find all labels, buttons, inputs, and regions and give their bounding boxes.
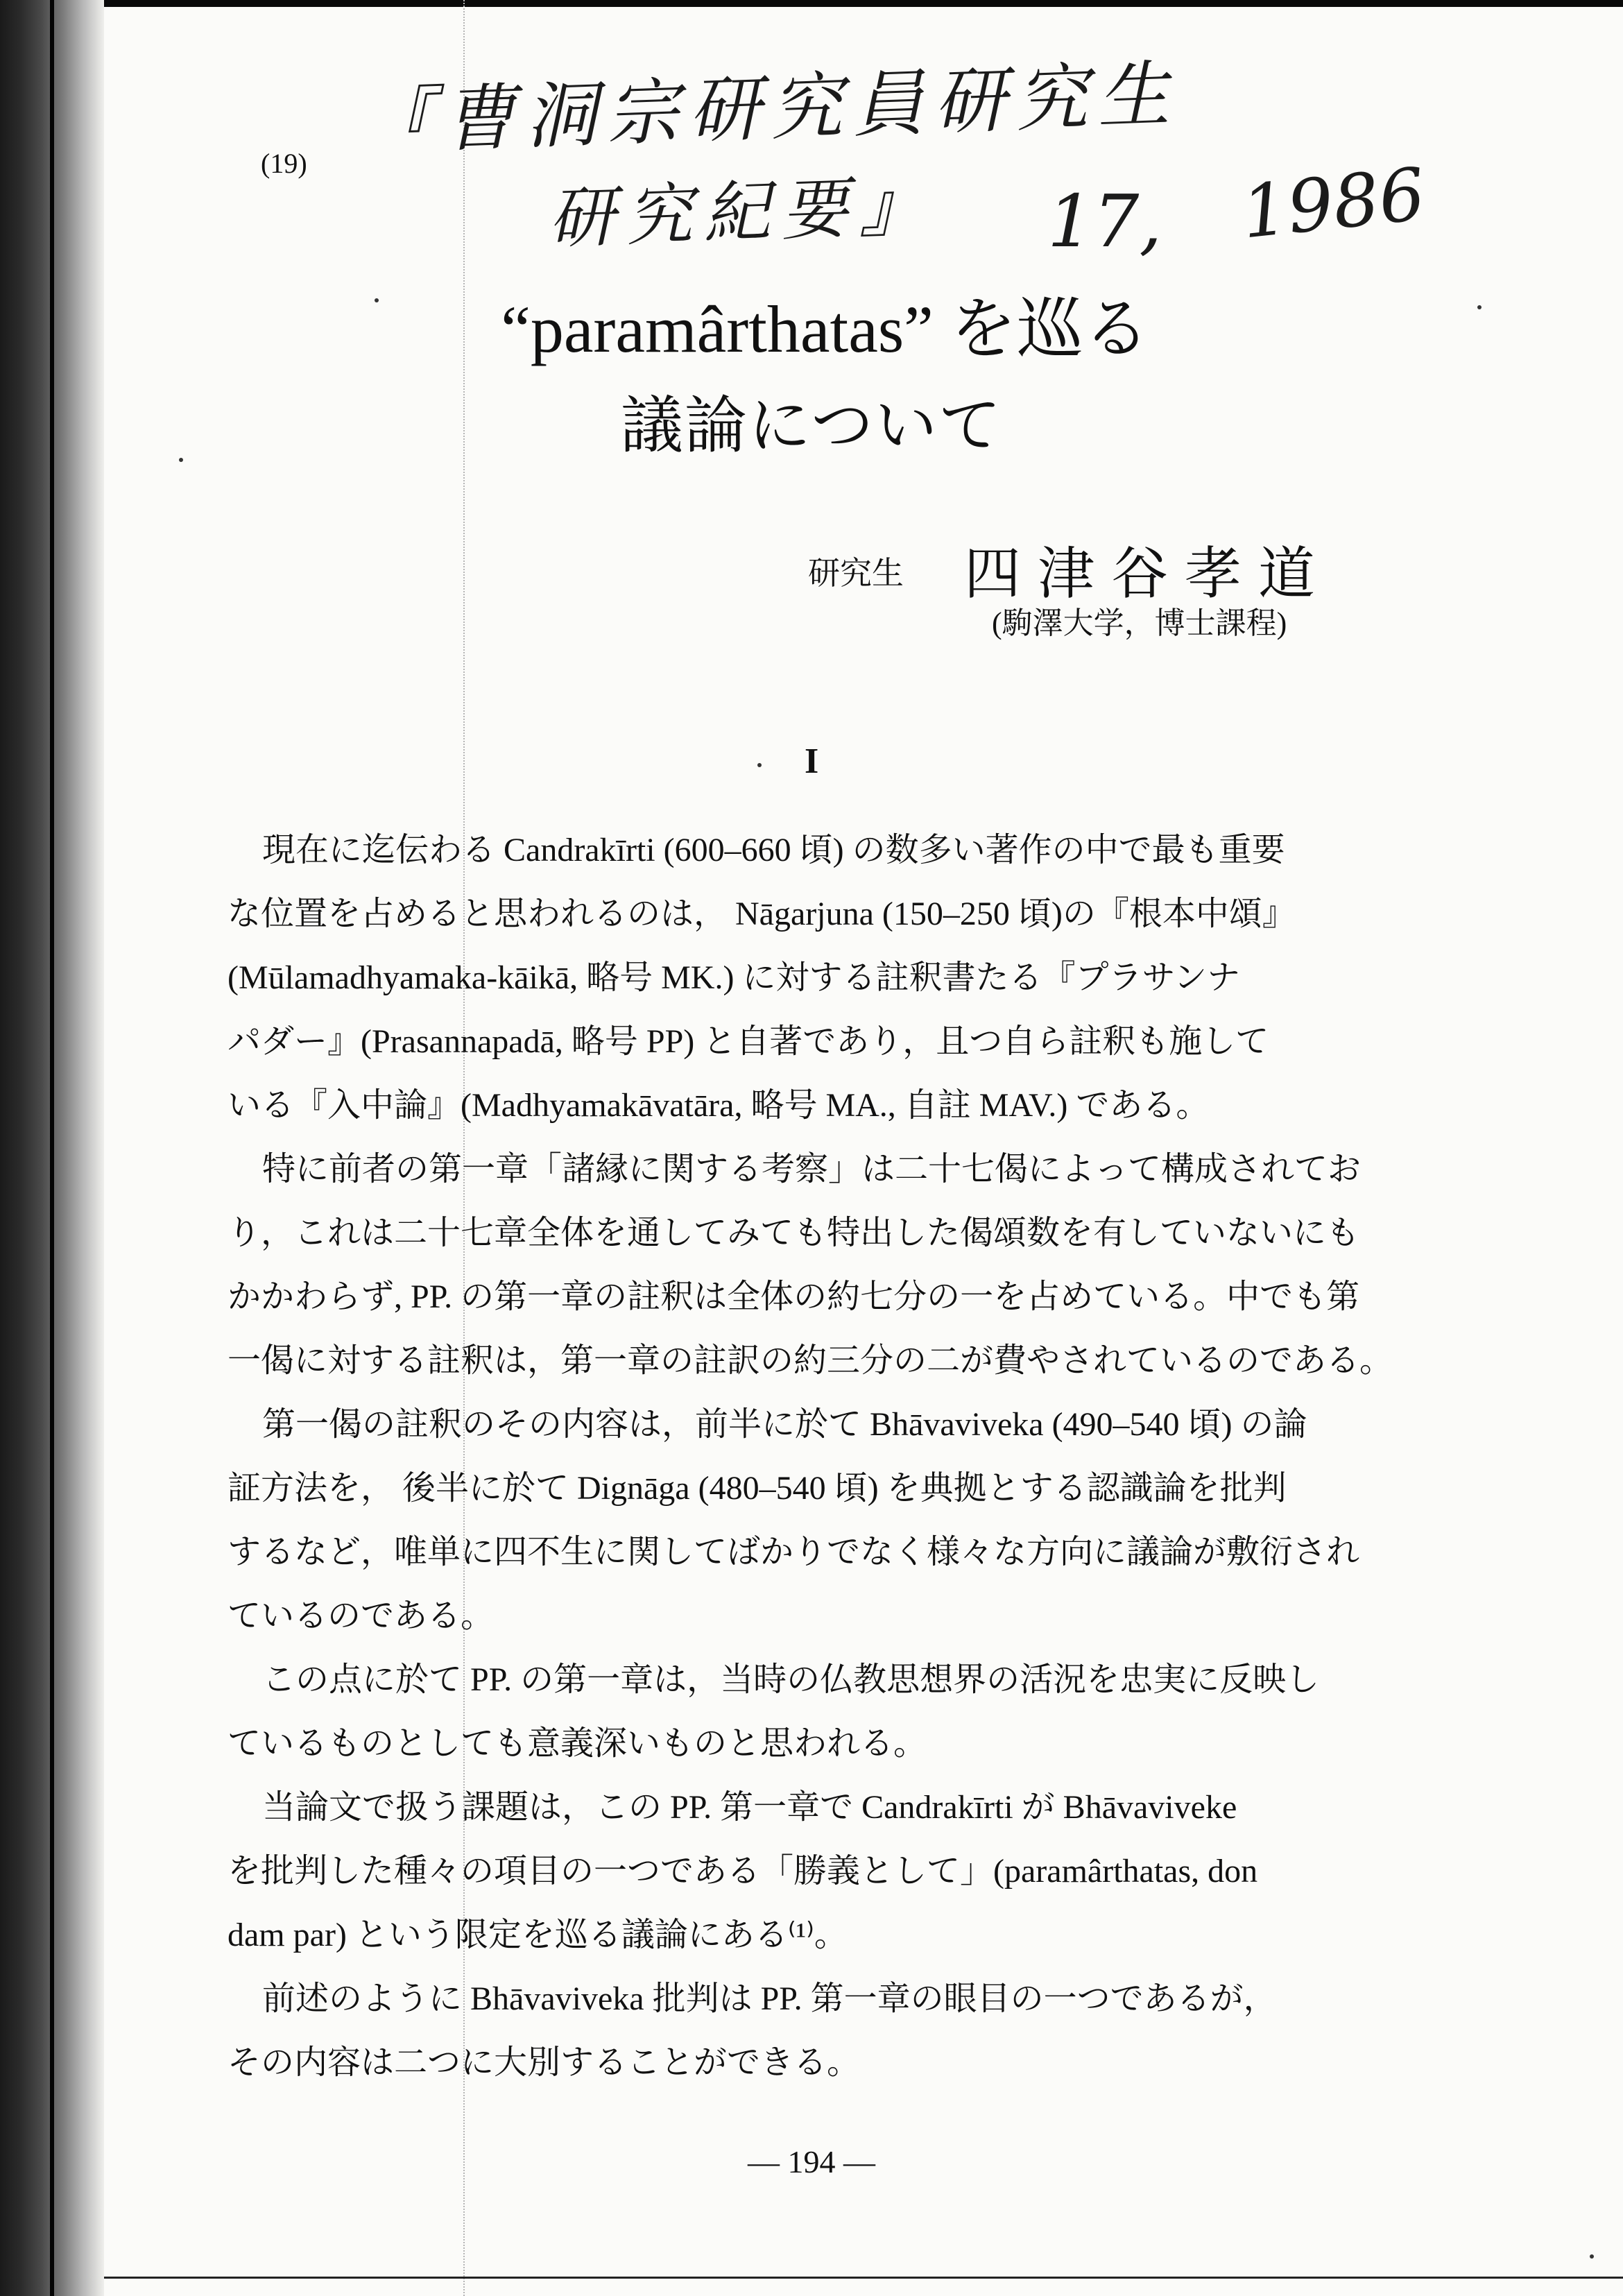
handwritten-year: 1986 [1237, 151, 1429, 255]
body-line: この点に於て PP. の第一章は，当時の仏教思想界の活況を忠実に反映し [262, 1661, 1320, 1698]
body-line: を批判した種々の項目の一つである「勝義として」(paramârthatas, don [227, 1853, 1258, 1890]
page-number-bottom: — 194 — [748, 2144, 875, 2179]
body-line: 証方法を， 後半に於て Dignāga (480–540 頃) を典拠とする認識論を批判 [227, 1470, 1287, 1507]
scan-speck [1477, 305, 1482, 309]
body-line: 第一偈の註釈のその内容は，前半に於て Bhāvaviveka (490–540 頃) の論 [262, 1406, 1307, 1443]
section-heading: I [805, 742, 819, 781]
body-line: ているものとしても意義深いものと思われる。 [227, 1725, 927, 1762]
body-line: 一偈に対する註釈は，第一章の註訳の約三分の二が費やされているのである。 [227, 1342, 1393, 1379]
body-line: り，これは二十七章全体を通してみても特出した偈頌数を有していないにも [227, 1215, 1360, 1251]
body-line: 当論文で扱う課題は，この PP. 第一章で Candrakīrti が Bhāvaviveke [262, 1789, 1237, 1826]
body-line: 特に前者の第一章「諸縁に関する考察」は二十七偈によって構成されてお [262, 1151, 1362, 1188]
body-line: パダー』(Prasannapadā, 略号 PP) と自著であり，且つ自ら註釈も施して [227, 1023, 1269, 1060]
author-name: 四津谷孝道 [964, 542, 1332, 606]
body-line: いる『入中論』(Madhyamakāvatāra, 略号 MA., 自註 MAV.) である。 [227, 1087, 1210, 1124]
body-line: かかわらず, PP. の第一章の註釈は全体の約七分の一を占めている。中でも第 [227, 1278, 1360, 1315]
body-line: 前述のように Bhāvaviveka 批判は PP. 第一章の眼目の一つであるが， [262, 1980, 1277, 2017]
body-line: (Mūlamadhyamaka-kāikā, 略号 MK.) に対する註釈書たる『プラサンナ [227, 959, 1241, 996]
title-line2: 議論について [620, 392, 1003, 461]
page-number-top: (19) [261, 148, 307, 179]
author-affiliation: (駒澤大学，博士課程) [992, 606, 1287, 640]
body-line: dam par) という限定を巡る議論にある⁽¹⁾。 [227, 1917, 848, 1953]
handwritten-volume: 17, [1047, 179, 1162, 264]
handwritten-note-line1: 『曹洞宗研究員研究生 [359, 51, 1181, 165]
body-line: するなど，唯単に四不生に関してばかりでなく様々な方向に議論が敷衍され [227, 1534, 1360, 1570]
body-line: な位置を占めると思われるのは， Nāgarjuna (150–250 頃)の『根本中頌』 [227, 896, 1296, 932]
scan-speck [757, 763, 762, 767]
scan-speck [179, 458, 183, 462]
body-line: ているのである。 [227, 1597, 495, 1634]
scan-speck [375, 298, 379, 302]
handwritten-note-line2: 研究紀要』 [547, 166, 938, 258]
title-line1: “paramârthatas” を巡る [501, 292, 1150, 366]
body-text [227, 819, 1455, 2095]
body-line: 現在に迄伝わる Candrakīrti (600–660 頃) の数多い著作の中で最も重要 [262, 832, 1285, 868]
body-line: その内容は二つに大別することができる。 [227, 2044, 861, 2081]
author-label: 研究生 [808, 556, 904, 591]
scan-bottom-edge [104, 2277, 1623, 2279]
scan-speck [1590, 2254, 1594, 2259]
scan-top-edge [0, 0, 1623, 7]
